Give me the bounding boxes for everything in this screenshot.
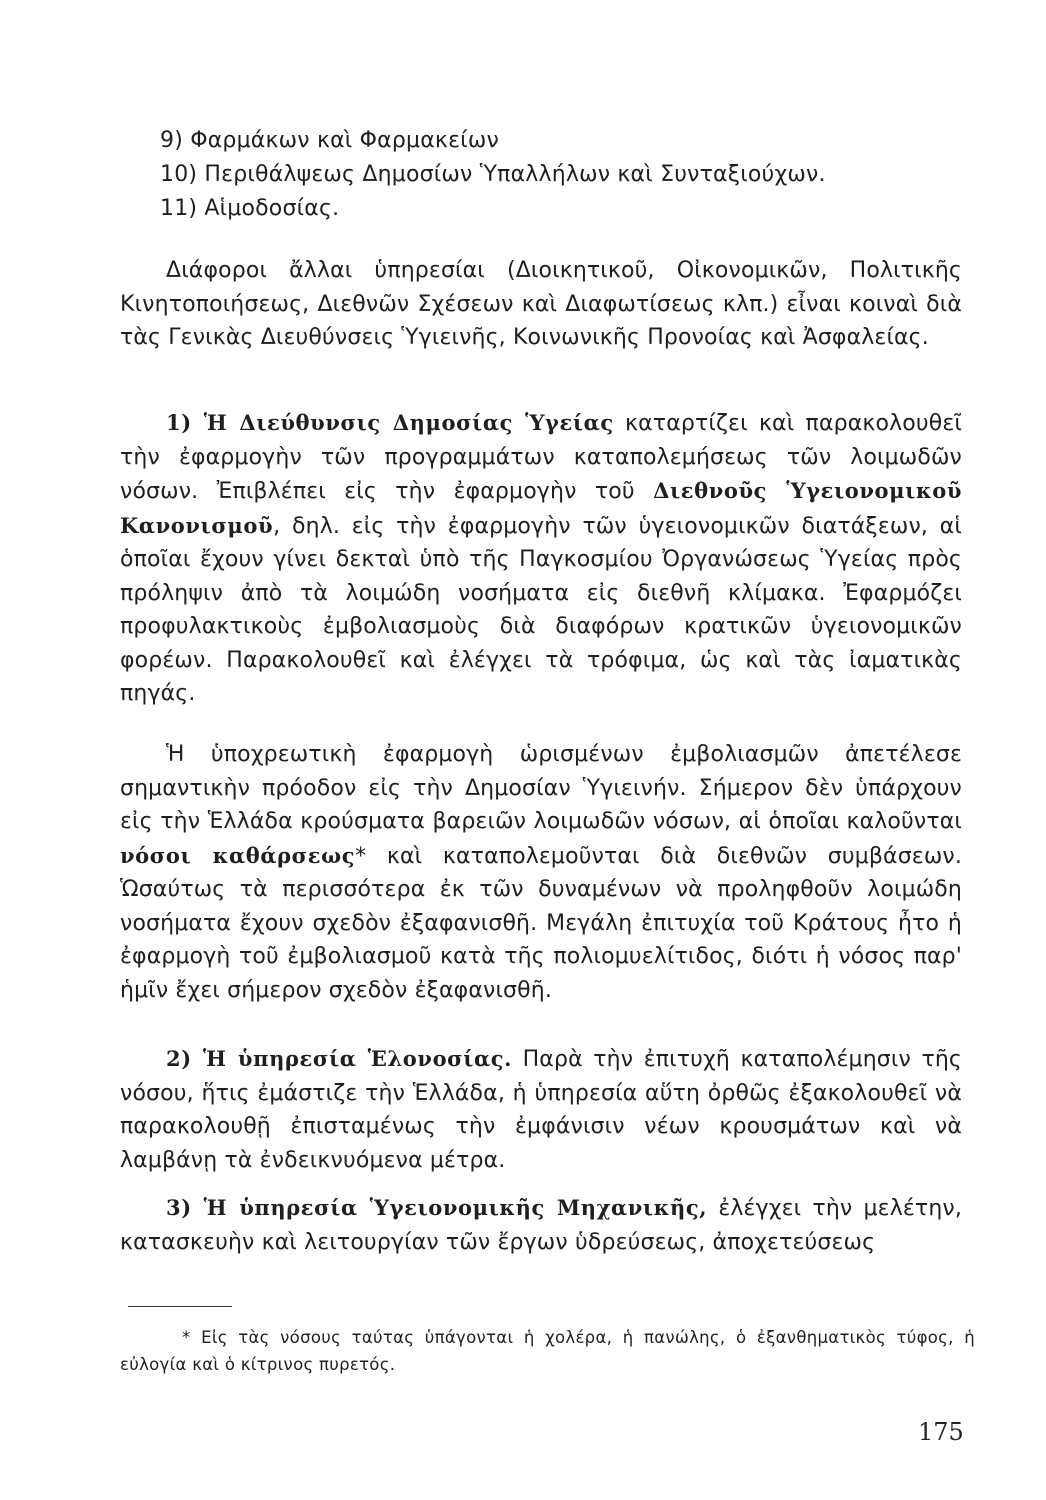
list-item bbox=[160, 192, 980, 226]
list-item-number: 10) bbox=[160, 162, 198, 187]
section-heading: 2) Ἡ ὑπηρεσία Ἑλονοσίας. bbox=[166, 1046, 513, 1071]
department-list bbox=[160, 124, 980, 226]
paragraph-common-services bbox=[120, 254, 962, 355]
paragraph-text: , δηλ. εἰς τὴν ἐφαρμογὴν τῶν ὑγειονομικῶν διατάξεων, αἱ ὁποῖαι ἔχουν γίνει δεκταὶ ὑπὸ τῆς Παγκοσμίου Ὀργανώσεως Ὑγείας πρὸς πρόληψιν ἀπὸ τὰ λοιμώδη νοσήματα εἰς διεθνῆ κλίμακα. Ἐφαρμόζει προφυλακτικοὺς ἐμβολιασμοὺς διὰ διαφόρων κρατικῶν ὑγειονομικῶν φορέων. Παρακολουθεῖ καὶ ἐλέγχει τὰ τρόφιμα, ὡς καὶ τὰς ἰαματικὰς πηγάς. bbox=[120, 513, 962, 706]
paragraph-malaria bbox=[120, 1042, 962, 1177]
page-number: 175 bbox=[918, 1418, 964, 1446]
paragraph-vaccination bbox=[120, 738, 962, 1007]
paragraph-text: * καὶ καταπολεμοῦνται διὰ διεθνῶν συμβάσεων. Ὡσαύτως τὰ περισσότερα ἐκ τῶν δυναμένων νὰ προληφθοῦν λοιμώδη νοσήματα ἔχουν σχεδὸν ἐξαφανισθῆ. Μεγάλη ἐπιτυχία τοῦ Κράτους ἦτο ἡ ἐφαρμογὴ τοῦ ἐμβολιασμοῦ κατὰ τῆς πολιομυελίτιδος, διότι ἡ νόσος παρ' ἡμῖν ἔχει σήμερον σχεδὸν ἐξαφανισθῆ. bbox=[120, 843, 962, 1003]
paragraph-text: Διάφοροι ἄλλαι ὑπηρεσίαι (Διοικητικοῦ, Οἰκονομικῶν, Πολιτικῆς Κινητοποιήσεως, Διεθνῶν Σχέσεων καὶ Διαφωτίσεως κλπ.) εἶναι κοιναὶ διὰ τὰς Γενικὰς Διευθύνσεις Ὑγιεινῆς, Κοινωνικῆς Προνοίας καὶ Ἀσφαλείας. bbox=[120, 258, 962, 350]
footnote bbox=[120, 1324, 975, 1378]
list-item-number: 9) bbox=[160, 128, 183, 153]
list-item-text: Φαρμάκων καὶ Φαρμακείων bbox=[190, 128, 499, 153]
section-heading: 3) Ἡ ὑπηρεσία Ὑγειονομικῆς Μηχανικῆς, bbox=[166, 1195, 708, 1220]
paragraph-public-health bbox=[120, 406, 962, 711]
list-item-number: 11) bbox=[160, 196, 198, 221]
paragraph-text: Παρὰ τὴν ἐπιτυχῆ καταπολέμησιν τῆς νόσου, ἥτις ἐμάστιζε τὴν Ἑλλάδα, ἡ ὑπηρεσία αὕτη ὀρθῶς ἐξακολουθεῖ νὰ παρακολουθῇ ἐπισταμένως τὴν ἐμφάνισιν νέων κρουσμάτων καὶ νὰ λαμβάνῃ τὰ ἐνδεικνυόμενα μέτρα. bbox=[120, 1047, 962, 1173]
footnote-text: * Εἰς τὰς νόσους ταύτας ὑπάγονται ἡ χολέρα, ἡ πανώλης, ὁ ἐξανθηματικὸς τύφος, ἡ εὐλογία καὶ ὁ κίτρινος πυρετός. bbox=[120, 1328, 975, 1374]
list-item-text: Περιθάλψεως Δημοσίων Ὑπαλλήλων καὶ Συνταξιούχων. bbox=[204, 162, 826, 187]
paragraph-text: Ἡ ὑποχρεωτικὴ ἐφαρμογὴ ὡρισμένων ἐμβολιασμῶν ἀπετέλεσε σημαντικὴν πρόοδον εἰς τὴν Δημοσίαν Ὑγιεινήν. Σήμερον δὲν ὑπάρχουν εἰς τὴν Ἑλλάδα κρούσματα βαρειῶν λοιμωδῶν νόσων, αἱ ὁποῖαι καλοῦνται bbox=[120, 742, 962, 834]
emphasized-term: νόσοι καθάρσεως bbox=[120, 842, 356, 868]
list-item-text: Αἱμοδοσίας. bbox=[204, 196, 340, 221]
paragraph-sanitary-engineering bbox=[120, 1191, 962, 1259]
paragraph-text: καταρτίζει καὶ παρακολουθεῖ τὴν ἐφαρμογὴν τῶν προγραμμάτων καταπολεμήσεως τῶν λοιμωδῶν νόσων. Ἐπιβλέπει εἰς τὴν ἐφαρμογὴν τοῦ bbox=[120, 411, 962, 504]
list-item bbox=[160, 158, 980, 192]
section-heading: 1) Ἡ Διεύθυνσις Δημοσίας Ὑγείας bbox=[166, 410, 614, 435]
paragraph-text: ἐλέγχει τὴν μελέτην, κατασκευὴν καὶ λειτουργίαν τῶν ἔργων ὑδρεύσεως, ἀποχετεύσεως bbox=[120, 1196, 962, 1255]
list-item bbox=[160, 124, 980, 158]
footnote-divider bbox=[128, 1306, 232, 1307]
emphasized-term: Διεθνοῦς Ὑγειονομικοῦ Κανονισμοῦ bbox=[120, 478, 962, 538]
